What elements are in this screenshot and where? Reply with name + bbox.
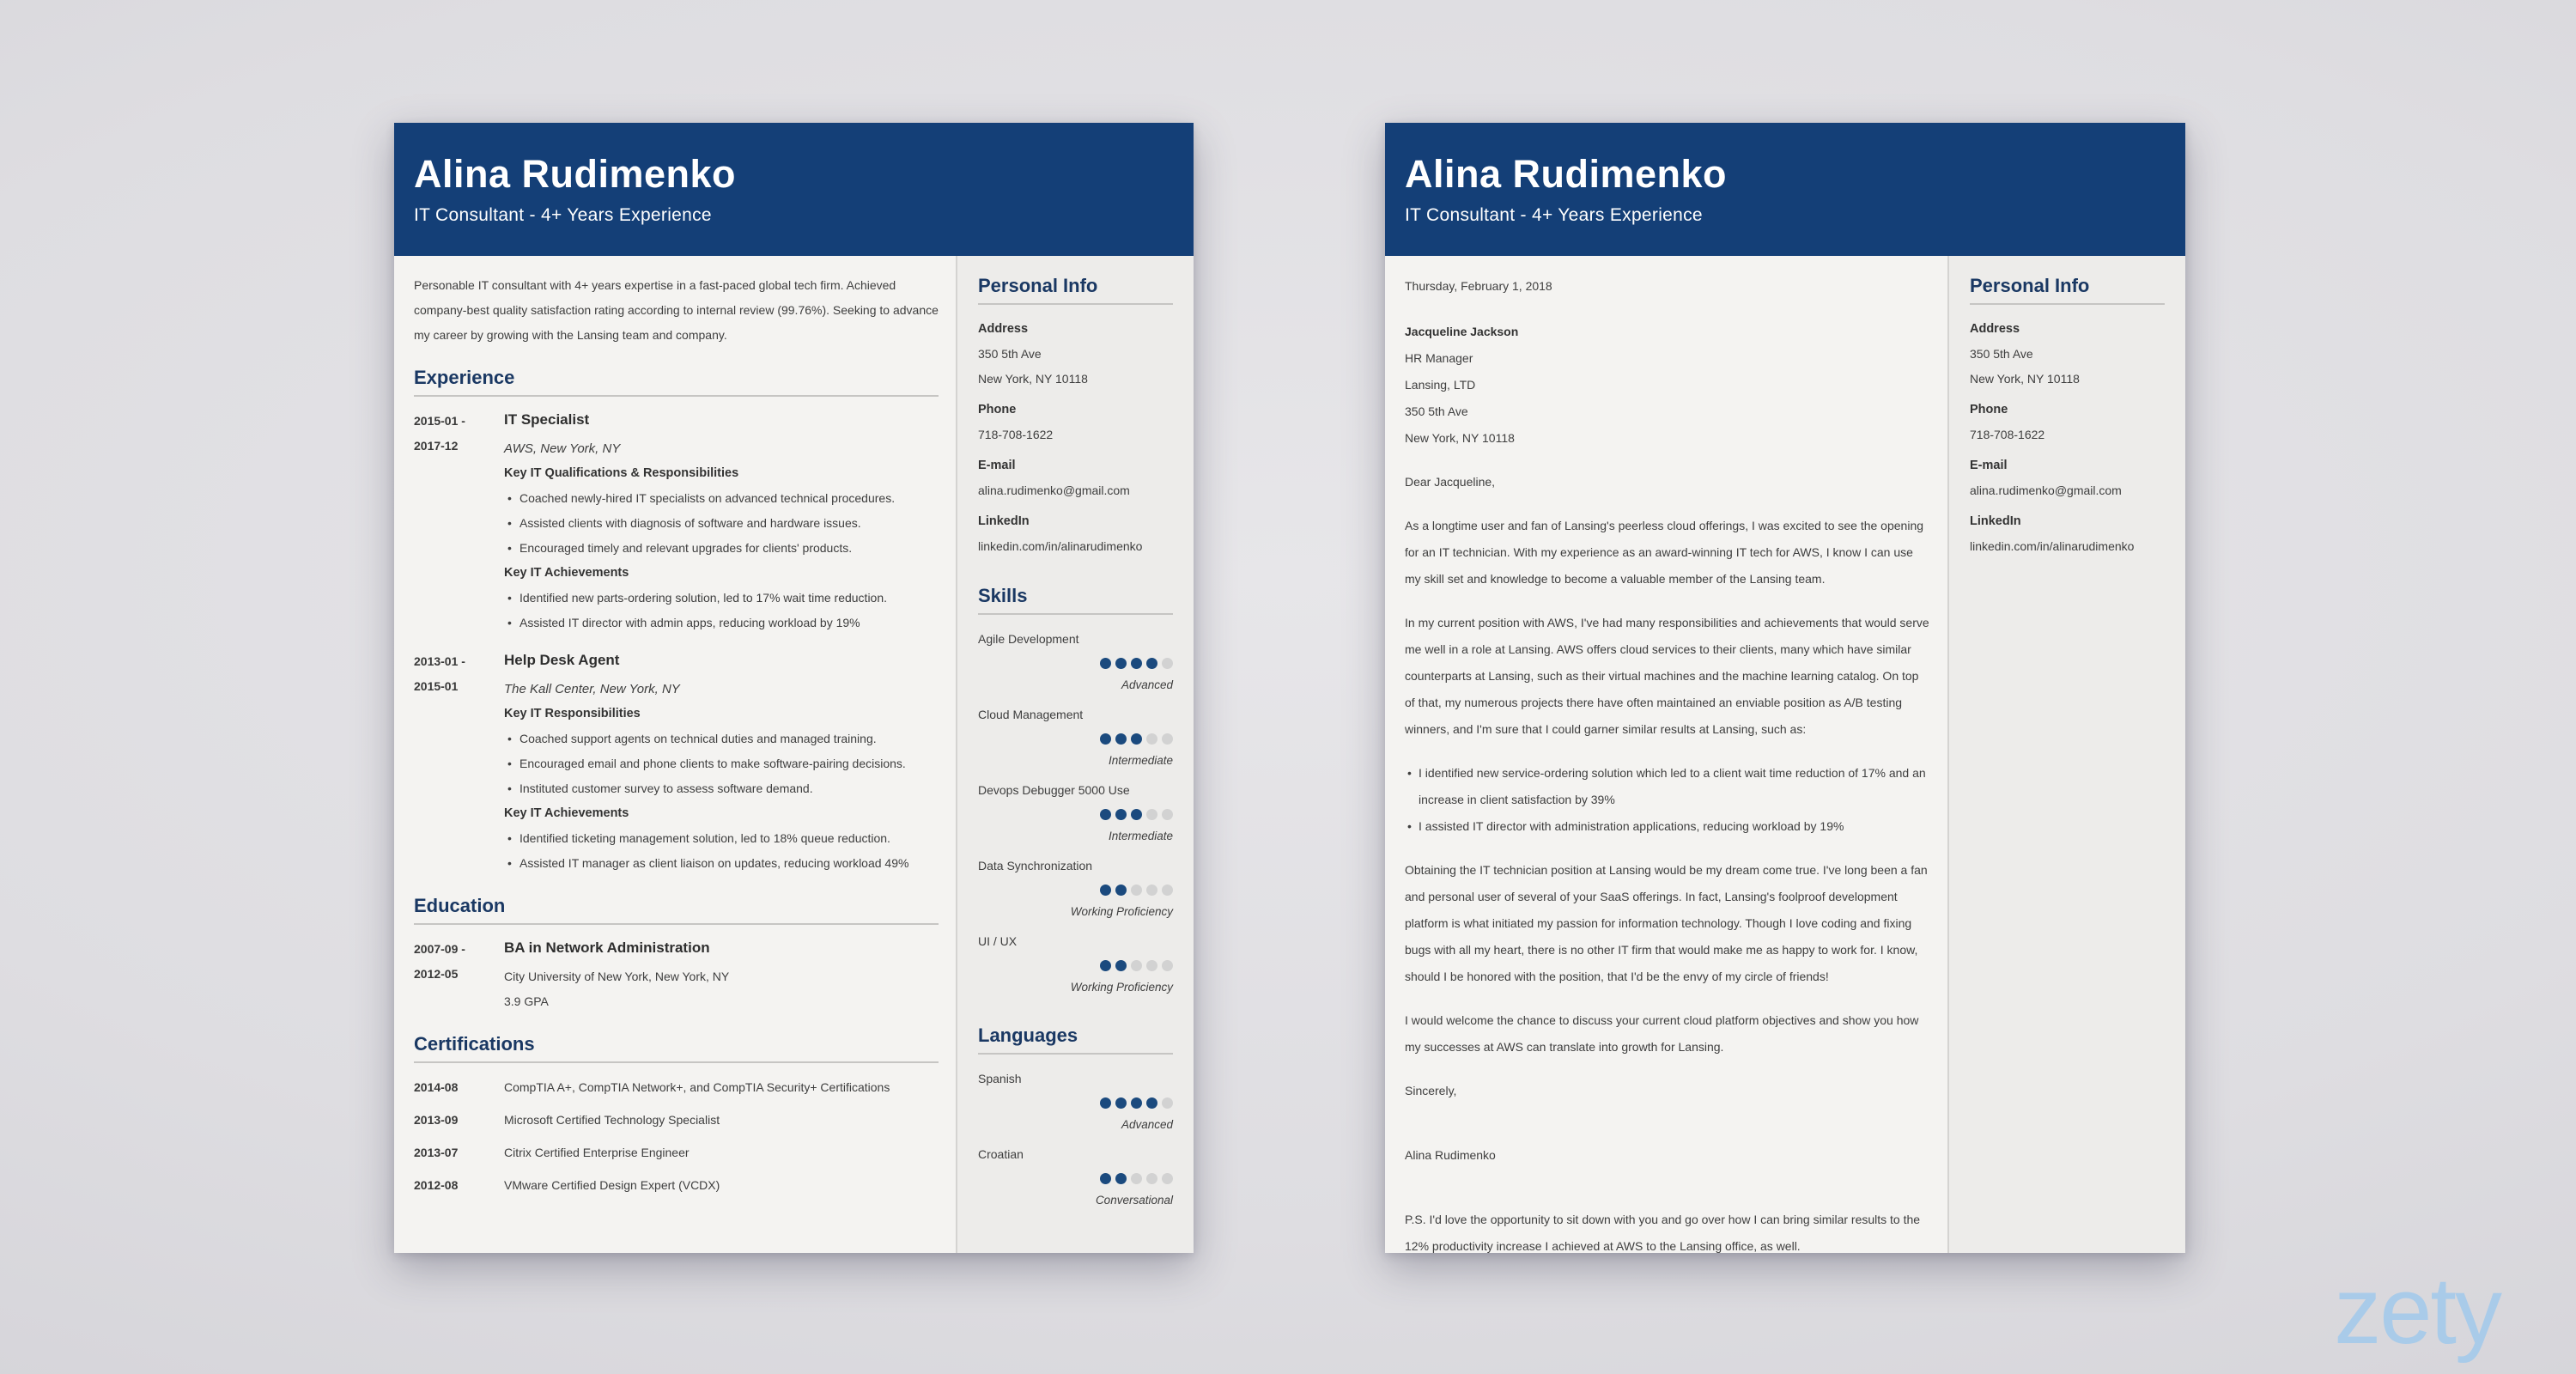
language-item xyxy=(978,1142,1173,1212)
job-company: The Kall Center, New York, NY xyxy=(504,682,680,696)
job-bullet-list xyxy=(504,486,939,561)
phone-value: 718-708-1622 xyxy=(1970,428,2045,441)
experience-section xyxy=(414,367,939,876)
letter-name: Alina Rudimenko xyxy=(1405,151,1728,196)
job-bullet-list xyxy=(504,727,939,801)
linkedin-value: linkedin.com/in/alinarudimenko xyxy=(978,539,1143,553)
personal-info-section xyxy=(978,275,1173,559)
job-group-label: Key IT Responsibilities xyxy=(504,707,641,720)
skill-item xyxy=(978,929,1173,999)
job-group-label: Key IT Achievements xyxy=(504,566,629,580)
letter-bullet-item: • I assisted IT director with administration applications, reducing workload by 19% xyxy=(1419,813,1930,840)
bullet-item: • Identified new parts-ordering solution, led to 17% wait time reduction. xyxy=(519,586,939,611)
bullet-item: • Encouraged email and phone clients to make software-pairing decisions. xyxy=(519,751,939,776)
certifications-heading: Certifications xyxy=(414,1033,939,1063)
letter-main-column xyxy=(1385,256,1947,1253)
skill-level: Intermediate xyxy=(1108,754,1173,767)
language-rating-dots xyxy=(978,1169,1173,1188)
resume-summary: Personable IT consultant with 4+ years expertise in a fast-paced global tech firm. Achieved company-best quality satisfaction rating according to internal review (99.76%). Seeking to advance my career by growing with the Lansing team and company. xyxy=(414,278,939,342)
letter-greeting: Dear Jacqueline, xyxy=(1405,475,1496,489)
email-label: E-mail xyxy=(1970,459,2008,472)
cert-date: 2012-08 xyxy=(414,1178,459,1192)
skill-name: Devops Debugger 5000 Use xyxy=(978,783,1130,797)
skill-item xyxy=(978,627,1173,696)
skill-level: Advanced xyxy=(1121,678,1173,691)
address-label: Address xyxy=(1970,322,2020,336)
bullet-item: • Coached newly-hired IT specialists on advanced technical procedures. xyxy=(519,486,939,511)
skill-name: Data Synchronization xyxy=(978,859,1093,872)
bullet-item: • Identified ticketing management solution, led to 18% queue reduction. xyxy=(519,826,939,851)
letter-header xyxy=(1385,123,2185,256)
recipient-line: 350 5th Ave xyxy=(1405,404,1468,418)
date-end: 2015-01 xyxy=(414,679,459,693)
date-end: 2017-12 xyxy=(414,439,459,453)
recipient-name: Jacqueline Jackson xyxy=(1405,325,1519,338)
letter-date: Thursday, February 1, 2018 xyxy=(1405,279,1552,293)
letter-paragraph: In my current position with AWS, I've had many responsibilities and achievements that would serve me well in a role at Lansing. AWS offers cloud services to their clients, many which have similar counterparts at Lansing, such as their virtual machines and the machine learning catalog. On top of that, my numerous projects there have often maintained an enviable position as A/B testing winners, and I'm sure that I could garner similar results at Lansing, such as: xyxy=(1405,616,1929,736)
job-bullet-list xyxy=(504,826,939,876)
resume-main-column xyxy=(394,256,956,1253)
cert-name: VMware Certified Design Expert (VCDX) xyxy=(504,1178,720,1192)
cert-name: Microsoft Certified Technology Specialist xyxy=(504,1113,720,1127)
letter-signature: Alina Rudimenko xyxy=(1405,1148,1496,1162)
letter-recipient-block xyxy=(1405,319,1930,452)
email-value: alina.rudimenko@gmail.com xyxy=(1970,483,2122,497)
skills-heading: Skills xyxy=(978,585,1173,615)
skill-rating-dots xyxy=(978,729,1173,748)
letter-paragraph: As a longtime user and fan of Lansing's peerless cloud offerings, I was excited to see the opening for an IT technician. With my experience as an award-winning IT tech for AWS, I know I can use my skill set and knowledge to become a valuable member of the Lansing team. xyxy=(1405,519,1924,586)
date-start: 2013-01 - xyxy=(414,654,465,668)
resume-job-title: IT Consultant - 4+ Years Experience xyxy=(414,205,712,226)
education-entry xyxy=(414,937,939,1014)
phone-label: Phone xyxy=(978,403,1017,416)
date-start: 2007-09 - xyxy=(414,942,465,956)
skill-item xyxy=(978,702,1173,772)
experience-dates xyxy=(414,649,504,876)
cert-date: 2013-09 xyxy=(414,1113,459,1127)
date-end: 2012-05 xyxy=(414,967,459,981)
cover-letter-document xyxy=(1385,123,2185,1253)
job-bullet-list xyxy=(504,586,939,635)
education-section xyxy=(414,895,939,1014)
skill-item xyxy=(978,854,1173,923)
skill-name: UI / UX xyxy=(978,934,1018,948)
bullet-item: • Assisted IT director with admin apps, reducing workload by 19% xyxy=(519,611,939,635)
experience-heading: Experience xyxy=(414,367,939,397)
letter-paragraph: Obtaining the IT technician position at Lansing would be my dream come true. I've long been a fan and personal user of several of your SaaS offerings. In fact, Lansing's foolproof development platform is what initiated my passion for information technology. Though I love coding and fixing bugs with all my heart, there is no other IT firm that would make me as happy to work for. I know, should I be honored with the position, that I'd be the envy of my circle of friends! xyxy=(1405,863,1928,983)
recipient-line: Lansing, LTD xyxy=(1405,378,1476,392)
phone-value: 718-708-1622 xyxy=(978,428,1054,441)
certifications-section xyxy=(414,1033,939,1198)
languages-heading: Languages xyxy=(978,1024,1173,1055)
letter-bullet-item: • I identified new service-ordering solution which led to a client wait time reduction of 17% and an increase in client satisfaction by 39% xyxy=(1419,760,1930,813)
skill-rating-dots xyxy=(978,654,1173,672)
education-dates xyxy=(414,937,504,1014)
letter-postscript: P.S. I'd love the opportunity to sit down with you and go over how I can bring similar results to the 12% productivity increase I achieved at AWS to the Lansing office, as well. xyxy=(1405,1213,1921,1253)
gpa: 3.9 GPA xyxy=(504,994,549,1008)
linkedin-label: LinkedIn xyxy=(978,514,1030,528)
personal-info-heading: Personal Info xyxy=(978,275,1173,305)
phone-label: Phone xyxy=(1970,403,2008,416)
skill-level: Intermediate xyxy=(1108,830,1173,842)
experience-entry xyxy=(414,409,939,635)
skill-level: Working Proficiency xyxy=(1070,905,1173,918)
job-group-label: Key IT Qualifications & Responsibilities xyxy=(504,466,739,480)
address-line: 350 5th Ave xyxy=(978,347,1042,361)
letter-sidebar xyxy=(1947,256,2185,1253)
letter-bullet-list xyxy=(1405,760,1930,840)
recipient-line: HR Manager xyxy=(1405,351,1473,365)
skill-name: Cloud Management xyxy=(978,708,1084,721)
job-title: Help Desk Agent xyxy=(504,652,620,668)
experience-dates xyxy=(414,409,504,635)
skill-name: Agile Development xyxy=(978,632,1079,646)
address-line: 350 5th Ave xyxy=(1970,347,2033,361)
cert-date: 2013-07 xyxy=(414,1146,459,1159)
skill-rating-dots xyxy=(978,956,1173,975)
job-title: IT Specialist xyxy=(504,411,590,428)
email-label: E-mail xyxy=(978,459,1016,472)
personal-info-section xyxy=(1970,275,2165,559)
date-start: 2015-01 - xyxy=(414,414,465,428)
skill-rating-dots xyxy=(978,805,1173,824)
address-label: Address xyxy=(978,322,1029,336)
address-line: New York, NY 10118 xyxy=(1970,372,2080,386)
resume-sidebar xyxy=(956,256,1194,1253)
bullet-item: • Assisted IT manager as client liaison on updates, reducing workload 49% xyxy=(519,851,939,876)
language-level: Conversational xyxy=(1095,1194,1173,1207)
bullet-item: • Instituted customer survey to assess software demand. xyxy=(519,776,939,801)
address-line: New York, NY 10118 xyxy=(978,372,1088,386)
experience-entry xyxy=(414,649,939,876)
zety-logo: zety xyxy=(2334,1258,2500,1364)
letter-job-title: IT Consultant - 4+ Years Experience xyxy=(1405,205,1703,226)
linkedin-value: linkedin.com/in/alinarudimenko xyxy=(1970,539,2135,553)
certification-entry xyxy=(414,1075,939,1100)
email-value: alina.rudimenko@gmail.com xyxy=(978,483,1130,497)
personal-info-heading: Personal Info xyxy=(1970,275,2165,305)
certification-entry xyxy=(414,1173,939,1198)
job-company: AWS, New York, NY xyxy=(504,441,621,456)
letter-closing: Sincerely, xyxy=(1405,1084,1457,1097)
resume-document xyxy=(394,123,1194,1253)
degree-title: BA in Network Administration xyxy=(504,939,710,956)
linkedin-label: LinkedIn xyxy=(1970,514,2021,528)
skill-level: Working Proficiency xyxy=(1070,981,1173,994)
school-name: City University of New York, New York, NY xyxy=(504,970,730,983)
job-group-label: Key IT Achievements xyxy=(504,806,629,820)
cert-name: CompTIA A+, CompTIA Network+, and CompTIA Security+ Certifications xyxy=(504,1080,890,1094)
language-item xyxy=(978,1067,1173,1136)
language-rating-dots xyxy=(978,1093,1173,1112)
recipient-line: New York, NY 10118 xyxy=(1405,431,1515,445)
cert-date: 2014-08 xyxy=(414,1080,459,1094)
bullet-item: • Encouraged timely and relevant upgrades for clients' products. xyxy=(519,536,939,561)
letter-paragraph: I would welcome the chance to discuss your current cloud platform objectives and show you how my successes at AWS can translate into growth for Lansing. xyxy=(1405,1013,1919,1054)
language-name: Spanish xyxy=(978,1072,1022,1085)
skill-item xyxy=(978,778,1173,848)
certification-entry xyxy=(414,1140,939,1165)
certification-entry xyxy=(414,1108,939,1133)
skills-section xyxy=(978,585,1173,999)
education-heading: Education xyxy=(414,895,939,925)
cert-name: Citrix Certified Enterprise Engineer xyxy=(504,1146,690,1159)
resume-name: Alina Rudimenko xyxy=(414,151,737,196)
language-level: Advanced xyxy=(1121,1118,1173,1131)
bullet-item: • Coached support agents on technical duties and managed training. xyxy=(519,727,939,751)
resume-header xyxy=(394,123,1194,256)
languages-section xyxy=(978,1024,1173,1212)
skill-rating-dots xyxy=(978,880,1173,899)
language-name: Croatian xyxy=(978,1147,1024,1161)
bullet-item: • Assisted clients with diagnosis of software and hardware issues. xyxy=(519,511,939,536)
